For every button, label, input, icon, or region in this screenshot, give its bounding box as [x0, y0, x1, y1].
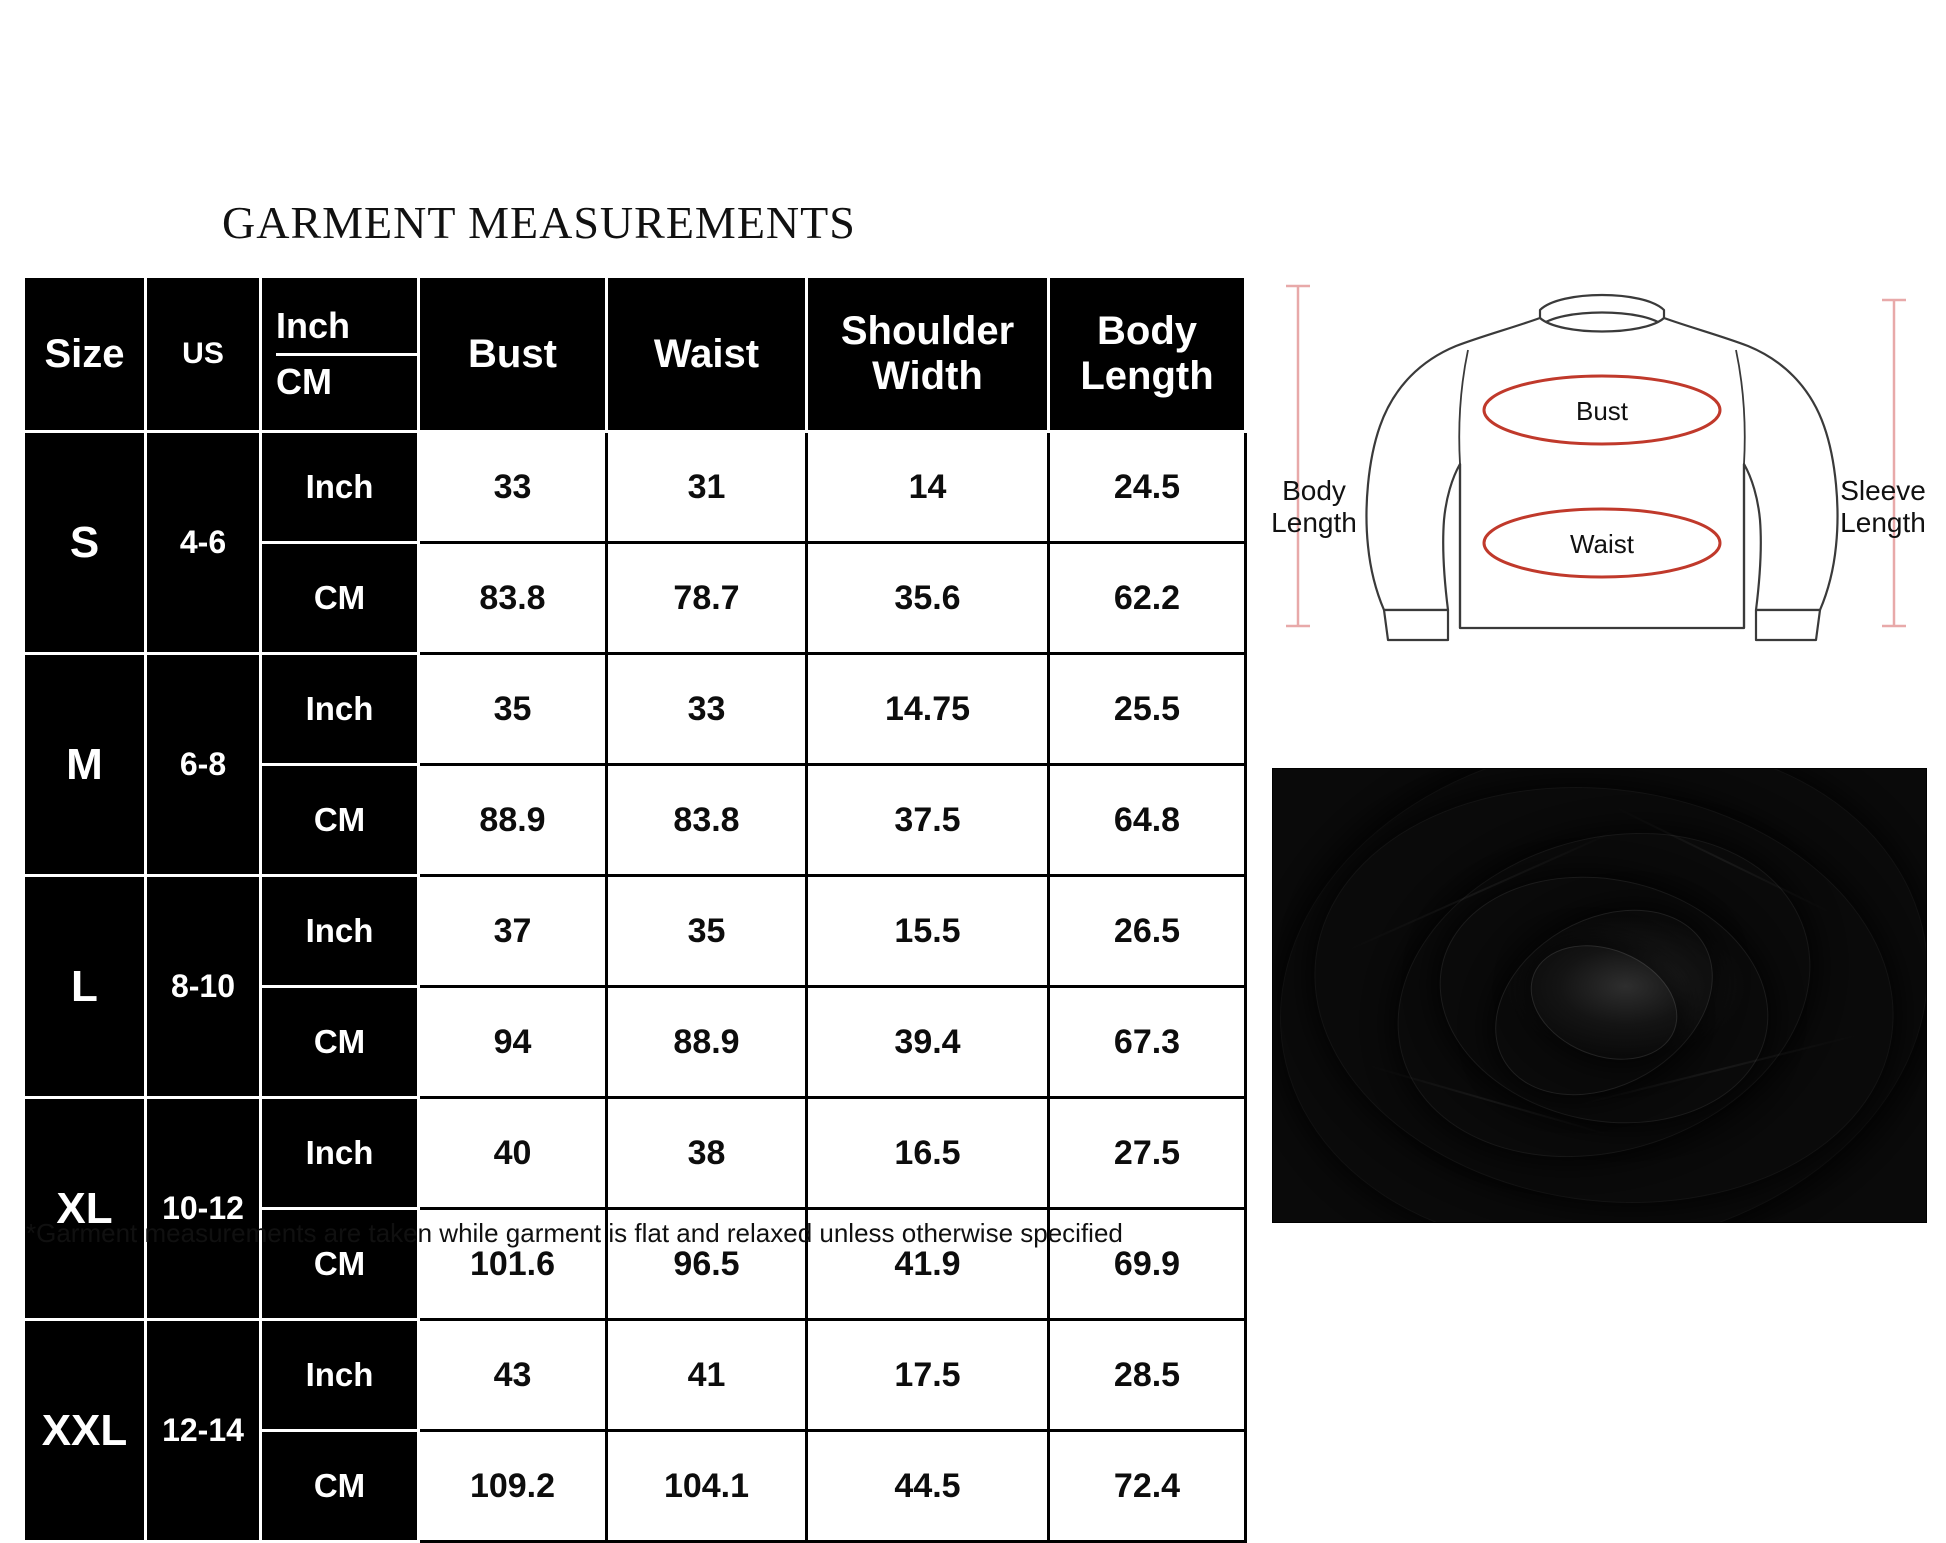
cell-shoulder-inch: 16.5 — [807, 1098, 1049, 1209]
sleeve-length-label-line1: Sleeve — [1840, 475, 1926, 506]
cell-length-cm: 72.4 — [1049, 1431, 1246, 1542]
table-row — [24, 654, 1246, 765]
waist-label: Waist — [1569, 529, 1635, 559]
bust-label: Bust — [1575, 396, 1629, 426]
cell-length-cm: 62.2 — [1049, 543, 1246, 654]
cell-bust-inch: 43 — [419, 1320, 607, 1431]
cell-unit-inch: Inch — [261, 1320, 419, 1431]
header-us: US — [146, 277, 261, 432]
cell-shoulder-inch: 14.75 — [807, 654, 1049, 765]
footnote: *Garment measurements are taken while garment is flat and relaxed unless otherwise specified — [26, 1218, 1123, 1248]
cell-bust-inch: 37 — [419, 876, 607, 987]
cell-shoulder-inch: 14 — [807, 432, 1049, 543]
cell-shoulder-inch: 17.5 — [807, 1320, 1049, 1431]
cell-size: L — [24, 876, 146, 1098]
cell-shoulder-inch: 15.5 — [807, 876, 1049, 987]
cell-waist-inch: 35 — [607, 876, 807, 987]
cell-waist-cm: 104.1 — [607, 1431, 807, 1542]
cell-unit-inch: Inch — [261, 432, 419, 543]
header-unit — [261, 277, 419, 432]
cell-unit-cm: CM — [261, 765, 419, 876]
cell-waist-cm: 88.9 — [607, 987, 807, 1098]
cell-shoulder-cm: 37.5 — [807, 765, 1049, 876]
cell-length-inch: 26.5 — [1049, 876, 1246, 987]
cell-unit-inch: Inch — [261, 876, 419, 987]
cell-bust-cm: 88.9 — [419, 765, 607, 876]
cell-unit-cm: CM — [261, 987, 419, 1098]
sleeve-length-label-line2: Length — [1840, 507, 1926, 539]
header-unit-inch: Inch — [276, 305, 351, 347]
cell-size: M — [24, 654, 146, 876]
header-bust: Bust — [419, 277, 607, 432]
body-length-label-line2: Length — [1271, 507, 1357, 539]
cell-waist-cm: 96.5 — [607, 1209, 807, 1320]
cell-waist-inch: 31 — [607, 432, 807, 543]
cell-size: XXL — [24, 1320, 146, 1542]
body-length-label — [1254, 475, 1374, 539]
header-unit-cm: CM — [276, 360, 332, 402]
header-unit-divider — [276, 353, 417, 356]
cell-shoulder-cm: 41.9 — [807, 1209, 1049, 1320]
cell-us: 4-6 — [146, 432, 261, 654]
header-body-length: Body Length — [1049, 277, 1246, 432]
page-title: GARMENT MEASUREMENTS — [222, 197, 856, 248]
cell-bust-cm: 83.8 — [419, 543, 607, 654]
cell-us: 8-10 — [146, 876, 261, 1098]
table-row — [24, 876, 1246, 987]
cell-length-inch: 28.5 — [1049, 1320, 1246, 1431]
cell-length-inch: 27.5 — [1049, 1098, 1246, 1209]
cell-us: 10-12 — [146, 1098, 261, 1320]
cell-shoulder-cm: 35.6 — [807, 543, 1049, 654]
header-size: Size — [24, 277, 146, 432]
cell-length-cm: 64.8 — [1049, 765, 1246, 876]
sweater-outline — [1367, 295, 1838, 640]
cell-us: 6-8 — [146, 654, 261, 876]
table-row — [24, 1320, 1246, 1431]
cell-shoulder-cm: 39.4 — [807, 987, 1049, 1098]
table-row — [24, 432, 1246, 543]
cell-length-inch: 24.5 — [1049, 432, 1246, 543]
sleeve-length-guide — [1882, 300, 1906, 626]
cell-waist-cm: 83.8 — [607, 765, 807, 876]
cell-bust-cm: 109.2 — [419, 1431, 607, 1542]
cell-length-cm: 69.9 — [1049, 1209, 1246, 1320]
cell-us: 12-14 — [146, 1320, 261, 1542]
measurements-table — [22, 275, 1247, 1543]
body-length-label-line1: Body — [1282, 475, 1346, 506]
cell-waist-inch: 41 — [607, 1320, 807, 1431]
cell-unit-cm: CM — [261, 543, 419, 654]
sleeve-length-label — [1818, 475, 1946, 539]
cell-bust-inch: 33 — [419, 432, 607, 543]
body-length-guide — [1286, 286, 1310, 626]
cell-bust-inch: 35 — [419, 654, 607, 765]
cell-waist-cm: 78.7 — [607, 543, 807, 654]
cell-waist-inch: 33 — [607, 654, 807, 765]
measurements-table-wrap — [22, 275, 1244, 1543]
cell-unit-cm: CM — [261, 1209, 419, 1320]
cell-bust-inch: 40 — [419, 1098, 607, 1209]
header-waist: Waist — [607, 277, 807, 432]
cell-length-cm: 67.3 — [1049, 987, 1246, 1098]
table-header-row — [24, 277, 1246, 432]
cell-unit-inch: Inch — [261, 1098, 419, 1209]
cell-unit-inch: Inch — [261, 654, 419, 765]
cell-length-inch: 25.5 — [1049, 654, 1246, 765]
cell-waist-inch: 38 — [607, 1098, 807, 1209]
cell-size: S — [24, 432, 146, 654]
table-row — [24, 1098, 1246, 1209]
cell-size: XL — [24, 1098, 146, 1320]
fabric-swatch-image — [1272, 768, 1927, 1223]
header-shoulder-width: Shoulder Width — [807, 277, 1049, 432]
cell-unit-cm: CM — [261, 1431, 419, 1542]
cell-bust-cm: 94 — [419, 987, 607, 1098]
cell-bust-cm: 101.6 — [419, 1209, 607, 1320]
cell-shoulder-cm: 44.5 — [807, 1431, 1049, 1542]
